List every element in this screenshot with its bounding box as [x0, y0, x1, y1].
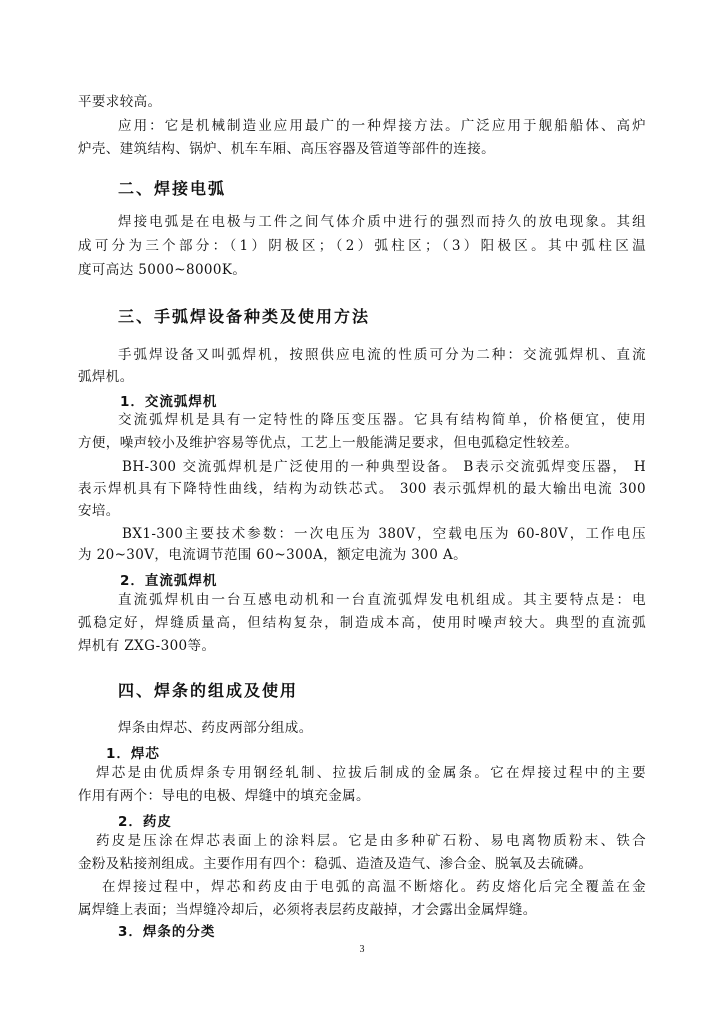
- paragraph-line: 应用：它是机械制造业应用最广的一种焊接方法。广泛应用于舰船船体、高炉: [118, 118, 646, 134]
- paragraph-line: 平要求较高。: [78, 94, 162, 110]
- subsection-heading: 1．焊芯: [106, 746, 160, 762]
- paragraph-line: 弧稳定好，焊缝质量高，但结构复杂，制造成本高，使用时噪声较大。典型的直流弧: [78, 615, 646, 631]
- paragraph-line: 属焊缝上表面；当焊缝冷却后，必须将表层药皮敲掉，才会露出金属焊缝。: [78, 902, 537, 918]
- section-heading: 四、焊条的组成及使用: [118, 681, 299, 700]
- paragraph-line: 焊条由焊芯、药皮两部分组成。: [118, 720, 313, 736]
- paragraph-line: 焊接电弧是在电极与工件之间气体介质中进行的强烈而持久的放电现象。其组: [118, 214, 646, 230]
- paragraph-line: 方便，噪声较小及维护容易等优点，工艺上一般能满足要求，但电弧稳定性较差。: [78, 435, 579, 451]
- paragraph-line: 手弧焊设备又叫弧焊机，按照供应电流的性质可分为二种：交流弧焊机、直流: [118, 347, 646, 363]
- subsection-heading: 2．直流弧焊机: [120, 573, 218, 589]
- page-number: 3: [359, 944, 365, 955]
- paragraph-line: 作用有两个：导电的电极、焊缝中的填充金属。: [78, 788, 370, 804]
- paragraph-line: 表示焊机具有下降特性曲线，结构为动铁芯式。 300 表示弧焊机的最大输出电流 300: [78, 481, 646, 497]
- paragraph-line: 药皮是压涂在焊芯表面上的涂料层。它是由多种矿石粉、易电离物质粉末、铁合: [96, 833, 646, 849]
- paragraph-line: 炉壳、建筑结构、锅炉、机车车厢、高压容器及管道等部件的连接。: [78, 141, 495, 157]
- paragraph-line: 金粉及粘接剂组成。主要作用有四个：稳弧、造渣及造气、渗合金、脱氧及去硫磷。: [78, 856, 593, 872]
- subsection-heading: 1．交流弧焊机: [120, 394, 218, 410]
- paragraph-line: 在焊接过程中，焊芯和药皮由于电弧的高温不断熔化。药皮熔化后完全覆盖在金: [102, 879, 646, 895]
- paragraph-line: 焊机有 ZXG-300等。: [78, 638, 216, 654]
- paragraph-line: 直流弧焊机由一台互感电动机和一台直流弧焊发电机组成。其主要特点是：电: [118, 592, 646, 608]
- paragraph-line: BH-300 交流弧焊机是广泛使用的一种典型设备。 B表示交流弧焊变压器， H: [122, 459, 646, 475]
- subsection-heading: 2．药皮: [118, 814, 172, 830]
- paragraph-line: 为 20~30V，电流调节范围 60~300A，额定电流为 300 A。: [78, 547, 468, 563]
- section-heading: 二、焊接电弧: [118, 179, 227, 198]
- paragraph-line: 弧焊机。: [78, 369, 134, 385]
- paragraph-line: 交流弧焊机是具有一定特性的降压变压器。它具有结构简单，价格便宜，使用: [118, 412, 646, 428]
- subsection-heading: 3．焊条的分类: [118, 924, 216, 940]
- paragraph-line: 焊芯是由优质焊条专用钢经轧制、拉拔后制成的金属条。它在焊接过程中的主要: [96, 765, 646, 781]
- paragraph-line: 安培。: [78, 503, 120, 519]
- paragraph-line: 度可高达 5000~8000K。: [78, 262, 247, 278]
- paragraph-line: BX1-300主要技术参数：一次电压为 380V，空载电压为 60-80V，工作电压: [122, 526, 646, 542]
- paragraph-line: 成可分为三个部分：（1）阴极区；（2）弧柱区；（3）阳极区。其中弧柱区温: [78, 238, 646, 254]
- section-heading: 三、手弧焊设备种类及使用方法: [118, 307, 371, 326]
